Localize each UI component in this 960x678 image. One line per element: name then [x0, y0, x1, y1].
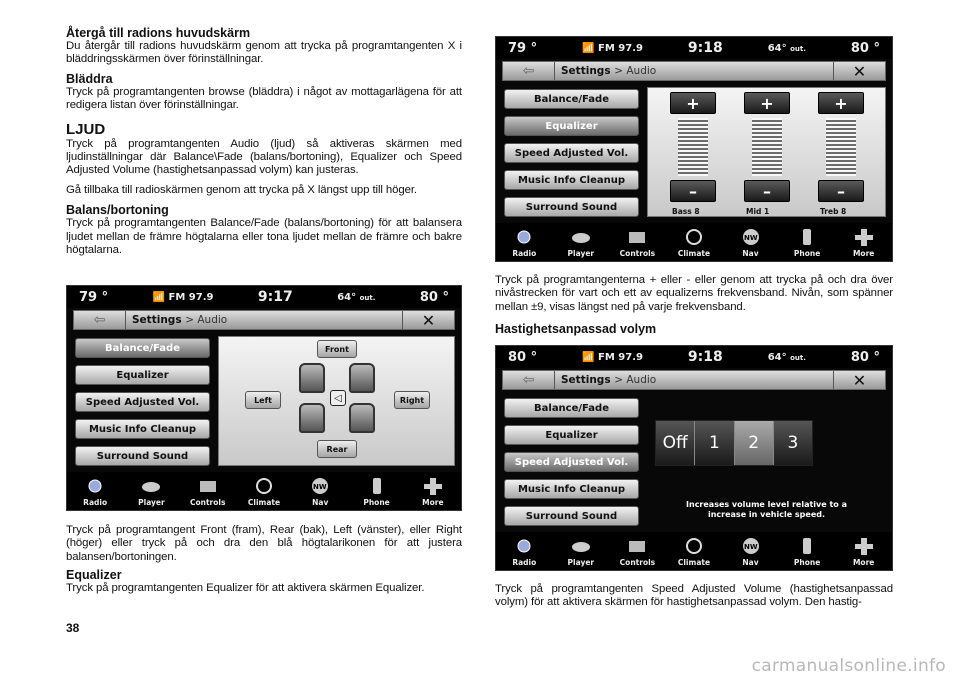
temp-right: 80 °	[850, 40, 880, 56]
audio-menu	[504, 89, 639, 224]
para-eq-adjust: Tryck på programtangenterna + eller - eller genom att trycka på och dra över nivåstrecken för vart och ett av equalizerns frekvensband. Nivån, som spänner mellan ±9, visas längst ned på varje frekvensband.	[495, 274, 893, 313]
dock-bar	[496, 532, 892, 570]
menu-balance-fade[interactable]: Balance/Fade	[504, 398, 639, 418]
dock-more[interactable]: More	[408, 476, 458, 507]
close-icon[interactable]: ✕	[833, 62, 885, 80]
phone-icon	[365, 476, 389, 496]
breadcrumb: Settings > Audio	[132, 314, 228, 326]
radio-screen-speed-volume	[495, 345, 893, 571]
left-button[interactable]: Left	[245, 391, 281, 409]
dock-controls[interactable]: Controls	[183, 476, 233, 507]
rear-button[interactable]: Rear	[317, 440, 357, 458]
menu-speed-adjusted-vol[interactable]: Speed Adjusted Vol.	[504, 452, 639, 472]
speed-volume-selector	[655, 420, 813, 466]
dock-bar	[67, 472, 461, 510]
watermark: carmanualsonline.info	[751, 656, 946, 676]
nav-compass-icon	[308, 476, 332, 496]
back-arrow-icon[interactable]: ⇦	[503, 371, 555, 389]
left-column	[66, 26, 462, 257]
dock-bar	[496, 223, 892, 261]
status-bar	[496, 346, 892, 368]
eq-band-treble	[818, 92, 864, 202]
controls-icon	[625, 227, 649, 247]
dock-climate[interactable]: Climate	[669, 536, 719, 567]
menu-equalizer[interactable]: Equalizer	[75, 365, 210, 385]
climate-icon	[252, 476, 276, 496]
menu-music-info-cleanup[interactable]: Music Info Cleanup	[504, 479, 639, 499]
station-label: 📶 FM 97.9	[582, 351, 643, 363]
temp-left: 80 °	[508, 349, 538, 365]
status-bar	[67, 286, 461, 308]
temp-left: 79 °	[79, 289, 109, 305]
menu-music-info-cleanup[interactable]: Music Info Cleanup	[504, 170, 639, 190]
right-button[interactable]: Right	[394, 391, 430, 409]
radio-screen-balance	[66, 285, 462, 511]
option-3[interactable]: 3	[774, 421, 812, 465]
dock-phone[interactable]: Phone	[782, 227, 832, 258]
dock-phone[interactable]: Phone	[352, 476, 402, 507]
option-off[interactable]: Off	[656, 421, 695, 465]
close-icon[interactable]: ✕	[833, 371, 885, 389]
temp-right: 80 °	[419, 289, 449, 305]
heading-browse: Bläddra	[66, 71, 113, 86]
climate-icon	[682, 227, 706, 247]
heading-equalizer: Equalizer	[66, 568, 122, 583]
svg-text:NW: NW	[743, 543, 758, 551]
bass-level-bars[interactable]	[678, 118, 708, 176]
mid-level-bars[interactable]	[752, 118, 782, 176]
clock: 9:18	[687, 349, 723, 365]
dock-controls[interactable]: Controls	[612, 536, 662, 567]
controls-icon	[196, 476, 220, 496]
radio-icon	[512, 536, 536, 556]
dock-nav[interactable]: NW Nav	[726, 536, 776, 567]
radio-icon	[83, 476, 107, 496]
audio-menu	[75, 338, 210, 473]
climate-icon	[682, 536, 706, 556]
treble-value: Treb 8	[820, 207, 847, 216]
audio-menu	[504, 398, 639, 533]
option-1[interactable]: 1	[695, 421, 734, 465]
breadcrumb: Settings > Audio	[561, 65, 657, 77]
heading-balans: Balans/bortoning	[66, 203, 169, 218]
bass-value: Bass 8	[672, 207, 700, 216]
heading-return: Återgå till radions huvudskärm	[66, 26, 251, 40]
para-return: Du återgår till radions huvudskärm genom att trycka på programtangenten X i bläddringsskärmen över förinställningar.	[66, 40, 462, 66]
outside-temp: 64° out.	[767, 351, 806, 363]
eq-band-mid	[744, 92, 790, 202]
dock-player[interactable]: Player	[126, 476, 176, 507]
controls-icon	[625, 536, 649, 556]
breadcrumb: Settings > Audio	[561, 374, 657, 386]
phone-icon	[795, 227, 819, 247]
bass-plus-button[interactable]: +	[670, 92, 716, 114]
treble-level-bars[interactable]	[826, 118, 856, 176]
nav-compass-icon	[739, 536, 763, 556]
temp-left: 79 °	[508, 40, 538, 56]
nav-compass-icon	[739, 227, 763, 247]
para-browse: Tryck på programtangenten browse (bläddra) i något av mottagarlägena för att redigera listan över förinställningar.	[66, 85, 462, 112]
station-label: 📶 FM 97.9	[152, 291, 214, 303]
clock: 9:18	[687, 40, 723, 56]
para-front-rear: Tryck på programtangent Front (fram), Rear (bak), Left (vänster), eller Right (höger) eller tryck på och dra den blå högtalarikonen för att justera balansen/bortoningen.	[66, 524, 462, 563]
dock-phone[interactable]: Phone	[782, 536, 832, 567]
dock-player[interactable]: Player	[556, 227, 606, 258]
dock-climate[interactable]: Climate	[669, 227, 719, 258]
page-number: 38	[66, 621, 80, 635]
phone-icon	[795, 536, 819, 556]
svg-text:NW: NW	[743, 234, 758, 242]
heading-speed-vol: Hastighetsanpassad volym	[495, 322, 657, 337]
balance-pane	[218, 336, 455, 466]
menu-surround-sound[interactable]: Surround Sound	[75, 446, 210, 466]
back-arrow-icon[interactable]: ⇦	[503, 62, 555, 80]
menu-surround-sound[interactable]: Surround Sound	[504, 197, 639, 217]
station-label: 📶 FM 97.9	[582, 42, 643, 54]
title-bar	[73, 310, 455, 330]
speed-volume-description	[647, 500, 886, 520]
eq-band-bass	[670, 92, 716, 202]
menu-speed-adjusted-vol[interactable]: Speed Adjusted Vol.	[504, 143, 639, 163]
menu-speed-adjusted-vol[interactable]: Speed Adjusted Vol.	[75, 392, 210, 412]
para-balans: Tryck på programtangenten Balance/Fade (balans/bortoning) för att balansera ljudet mellan de främre högtalarna eller tona ljudet mellan de främre och bakre högtalarna.	[66, 217, 462, 257]
title-bar	[502, 370, 886, 390]
right-column-lower	[495, 583, 893, 610]
front-button[interactable]: Front	[317, 340, 357, 358]
plus-icon	[421, 476, 445, 496]
outside-temp: 64° out.	[767, 42, 806, 54]
plus-icon	[852, 536, 876, 556]
radio-icon	[512, 227, 536, 247]
clock: 9:17	[257, 289, 293, 305]
menu-equalizer[interactable]: Equalizer	[504, 116, 639, 136]
close-icon[interactable]: ✕	[402, 311, 454, 329]
desc-line-2: increase in vehicle speed.	[707, 510, 826, 519]
treble-minus-button[interactable]: –	[818, 180, 864, 202]
dock-nav[interactable]: NW Nav	[726, 227, 776, 258]
dock-controls[interactable]: Controls	[612, 227, 662, 258]
para-speed-vol: Tryck på programtangenten Speed Adjusted Volume (hastighetsanpassad volym) för att aktivera skärmen för hastighetsanpassad volym. Den hastig-	[495, 583, 893, 609]
mid-minus-button[interactable]: –	[744, 180, 790, 202]
seat-front-left-icon	[299, 363, 325, 393]
mid-plus-button[interactable]: +	[744, 92, 790, 114]
menu-music-info-cleanup[interactable]: Music Info Cleanup	[75, 419, 210, 439]
outside-temp: 64° out.	[337, 291, 376, 303]
bass-minus-button[interactable]: –	[670, 180, 716, 202]
mid-value: Mid 1	[746, 207, 770, 216]
para-equalizer: Tryck på programtangenten Equalizer för att aktivera skärmen Equalizer.	[66, 582, 425, 595]
title-bar	[502, 61, 886, 81]
player-icon	[569, 227, 593, 247]
svg-text:NW: NW	[313, 483, 327, 491]
back-arrow-icon[interactable]: ⇦	[74, 311, 126, 329]
treble-plus-button[interactable]: +	[818, 92, 864, 114]
dock-more[interactable]: More	[839, 536, 889, 567]
para-ljud-back: Gå tillbaka till radioskärmen genom att trycka på X längst upp till höger.	[66, 183, 417, 196]
plus-icon	[852, 227, 876, 247]
dock-more[interactable]: More	[839, 227, 889, 258]
temp-right: 80 °	[850, 349, 880, 365]
seat-front-right-icon	[349, 363, 375, 393]
radio-screen-equalizer	[495, 36, 893, 262]
left-column-lower	[66, 524, 462, 596]
menu-surround-sound[interactable]: Surround Sound	[504, 506, 639, 526]
menu-equalizer[interactable]: Equalizer	[504, 425, 639, 445]
speed-volume-pane	[647, 396, 886, 526]
dock-radio[interactable]: Radio	[70, 476, 120, 507]
equalizer-pane	[647, 87, 886, 217]
heading-ljud: LJUD	[66, 120, 106, 138]
menu-balance-fade[interactable]: Balance/Fade	[75, 338, 210, 358]
option-2[interactable]: 2	[735, 421, 774, 465]
dock-radio[interactable]: Radio	[499, 536, 549, 567]
dock-climate[interactable]: Climate	[239, 476, 289, 507]
dock-radio[interactable]: Radio	[499, 227, 549, 258]
menu-balance-fade[interactable]: Balance/Fade	[504, 89, 639, 109]
speaker-icon[interactable]: ◁	[330, 390, 346, 406]
player-icon	[569, 536, 593, 556]
dock-player[interactable]: Player	[556, 536, 606, 567]
desc-line-1: Increases volume level relative to a	[686, 500, 847, 509]
status-bar	[496, 37, 892, 59]
right-column	[495, 274, 893, 336]
seat-rear-left-icon	[299, 403, 325, 433]
para-ljud: Tryck på programtangenten Audio (ljud) så aktiveras skärmen med ljudinställningar där Balance\Fade (balans/bortoning), Equalizer och Speed Adjusted Volume (hastighetsanpassad volym) kan justeras.	[66, 137, 462, 177]
player-icon	[139, 476, 163, 496]
seat-rear-right-icon	[349, 403, 375, 433]
dock-nav[interactable]: NW Nav	[295, 476, 345, 507]
